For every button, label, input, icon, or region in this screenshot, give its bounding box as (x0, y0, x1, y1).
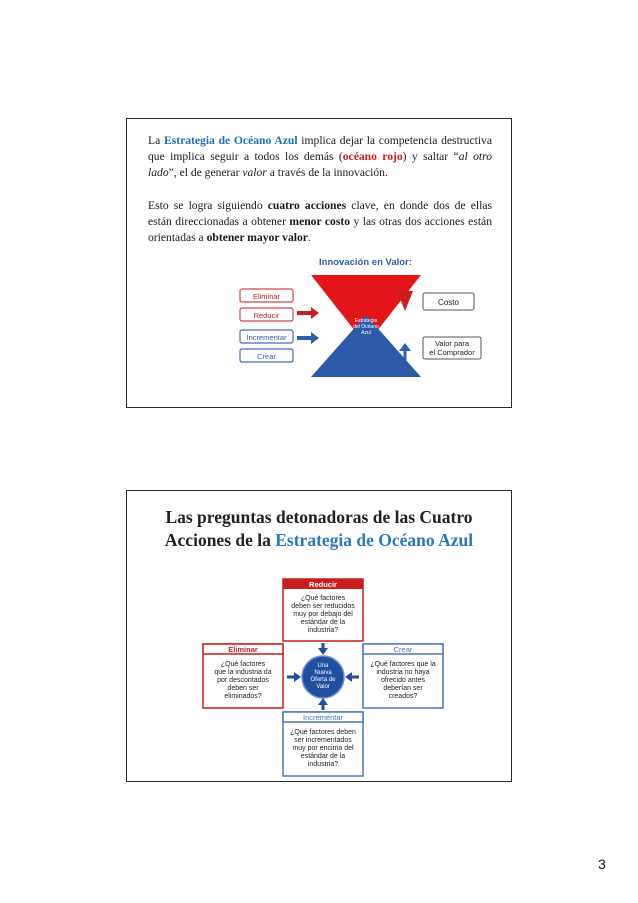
eliminar-line: por descontados (217, 677, 269, 684)
box-valor (423, 337, 481, 359)
center-new-offer (302, 656, 344, 698)
bold-four-actions: cuatro acciones (267, 199, 347, 212)
incrementar-line: estándar de la (300, 753, 346, 760)
center-line: Valor (316, 684, 330, 690)
arrow-left-icon (345, 672, 359, 682)
center-line: Una (317, 663, 329, 669)
italic-value: valor (242, 166, 267, 179)
box-costo (423, 293, 474, 310)
box-eliminar-question (203, 644, 283, 708)
text: La (148, 134, 164, 147)
box-reducir-label: Reducir (253, 311, 280, 320)
arrow-right-red-icon (297, 307, 319, 319)
box-incrementar (240, 330, 293, 343)
diagram-title: Innovación en Valor: (319, 257, 412, 268)
box-reducir (240, 308, 293, 321)
highlight-strategy: Estrategia de Océano Azul (163, 134, 298, 147)
four-actions-grid (127, 491, 511, 781)
reducir-line: industria? (307, 627, 339, 634)
box-crear-question (363, 644, 443, 708)
box-valor-label-2: el Comprador (429, 348, 475, 357)
crear-line: ofrecido antes (381, 677, 425, 684)
eliminar-line: que la industria da (214, 669, 272, 676)
box-incrementar-question (283, 712, 363, 776)
text: ) y saltar “ (402, 150, 459, 163)
eliminar-header: Eliminar (228, 645, 258, 654)
text: implica dejar la competencia destructiva que implica seguir a todos los demás ( (148, 134, 492, 163)
reducir-line: estándar de la (300, 619, 346, 626)
value-innovation-diagram (127, 119, 511, 407)
reducir-line: muy por debajo del (293, 611, 353, 618)
box-reducir-question (283, 579, 363, 641)
arrow-right-icon (287, 672, 301, 682)
title-line-2-highlight: Estrategia de Océano Azul (275, 530, 474, 550)
center-label-1: Estrategia (354, 318, 378, 324)
box-eliminar (240, 289, 293, 302)
box-costo-label: Costo (438, 298, 459, 307)
center-label-3: Azul (361, 330, 371, 336)
arrow-right-blue-icon (297, 332, 319, 344)
incrementar-line: muy por encima del (292, 745, 354, 752)
eliminar-line: deben ser (227, 685, 259, 692)
title-line-1: Las preguntas detonadoras de las Cuatro (165, 507, 473, 527)
arrow-down-icon (318, 643, 328, 655)
reducir-line: ¿Qué factores (300, 595, 346, 602)
incrementar-header: Incrementar (302, 713, 344, 722)
box-incrementar-label: Incrementar (246, 333, 287, 342)
slide-1 (126, 118, 512, 408)
text: Esto se logra siguiendo (148, 199, 268, 212)
reducir-line: deben ser reducidos (291, 603, 355, 610)
crear-line: industria no haya (376, 669, 430, 676)
crear-line: creados? (388, 693, 418, 700)
incrementar-line: ser incrementados (294, 737, 352, 744)
box-crear (240, 349, 293, 362)
text: a través de la innovación. (266, 166, 388, 179)
crear-header: Crear (393, 645, 413, 654)
bold-higher-value: obtener mayor valor (206, 231, 308, 244)
center-line: Nueva (314, 670, 332, 676)
text: . (307, 231, 311, 244)
page-number: 3 (598, 856, 606, 872)
italic-other-side: al otro lado (148, 150, 492, 179)
eliminar-line: ¿Qué factores (220, 661, 266, 668)
incrementar-line: industria? (307, 761, 339, 768)
eliminar-line: eliminados? (224, 693, 262, 700)
reducir-header: Reducir (309, 580, 337, 589)
box-crear-label: Crear (257, 352, 276, 361)
crear-line: ¿Qué factores que la (370, 661, 436, 668)
highlight-red-ocean: océano rojo (342, 150, 403, 163)
box-eliminar-label: Eliminar (252, 292, 281, 301)
incrementar-line: ¿Qué factores deben (290, 729, 356, 736)
slide-2 (126, 490, 512, 782)
center-line: Oferta de (310, 677, 336, 683)
text: y las otras dos acciones están orientadas a (148, 215, 492, 244)
center-label-2: del Océano (353, 324, 379, 330)
crear-line: deberían ser (383, 685, 423, 692)
text: clave, en donde dos de ellas están direccionadas a obtener (148, 199, 492, 228)
title-line-2-prefix: Acciones de la (164, 530, 276, 550)
text: ”, el de generar (168, 166, 243, 179)
box-valor-label-1: Valor para (434, 339, 470, 348)
arrow-up-icon (318, 698, 328, 710)
bold-lower-cost: menor costo (289, 215, 351, 228)
